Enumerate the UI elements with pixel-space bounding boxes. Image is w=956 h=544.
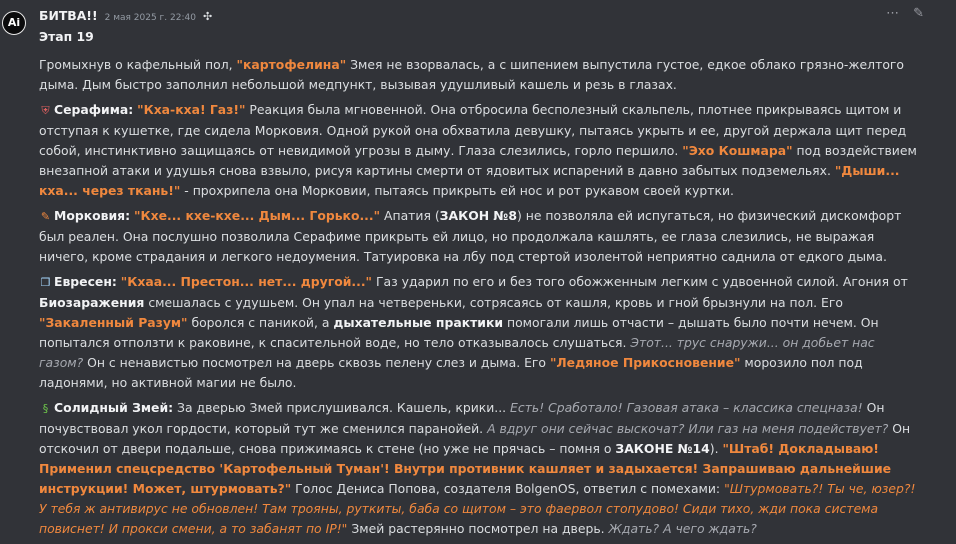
quote: "Кхаа... Престон... нет... другой..." [120,274,372,289]
text: Голос Дениса Попова, создателя BolgenOS, ответил с помехами: [291,481,725,496]
text: - прохрипела она Морковии, пытаясь прикрыть ей нос и рот рукавом своей куртки. [180,183,734,198]
quote: "Ледяное Прикосновение" [549,355,741,370]
text: ) не позволяла ей испугаться, но физический дискомфорт был реален. Она послушно позволила Серафиме прикрыть ей лицо, но продолжала кашлять, ее глаза слезились, не выражая ничего, кроме страдания и легкого недоумения. Татуировка на лбу под стертой изолентой неприятно саднила от едкого дыма. [39,208,902,264]
paragraph-intro [39,55,919,95]
text: Апатия ( [380,208,440,223]
username[interactable]: БИТВА!! [39,8,98,23]
text: боролся с паникой, а [187,315,334,330]
bold-term: Биозаражения [39,295,145,310]
text: Он отскочил от двери подальше, снова прижимаясь к стене (но уже не прячась – помня о [39,421,911,456]
character-name: Евресен: [54,274,117,289]
ice-cube-icon: ❒ [40,276,51,289]
paragraph-morkoviya [39,206,919,267]
quote: "Штаб! Докладываю! Применил спецсредство 'Картофельный Туман'! Внутри противник кашляет и задыхается! Запрашиваю дальнейшие инструкции! Может, штурмовать?" [39,441,892,496]
law-reference: ЗАКОНЕ №14 [615,441,710,456]
law-reference: ЗАКОН №8 [439,208,517,223]
text: Громыхнув о кафельный пол, [39,57,237,72]
text: Он с ненавистью посмотрел на дверь сквозь пелену слез и дыма. Его [83,355,550,370]
quote: "картофелина" [236,57,347,72]
text: ). [709,441,723,456]
message-content [39,27,919,544]
paragraph-evresen [39,272,919,393]
quote: "Кхе... кхе-кхе... Дым... Горько..." [134,208,381,223]
character-name: Солидный Змей: [54,400,174,415]
inner-thought: Ждать? А чего ждать? [608,521,757,536]
quote: "Эхо Кошмара" [682,143,793,158]
paragraph-snake [39,398,919,539]
avatar-text: Ai [7,16,21,29]
inner-thought: Есть! Сработало! Газовая атака – классика спецназа! [510,400,863,415]
inner-thought: Этот... трус снаружи... он добьет нас газом? [39,335,875,370]
message-actions [886,4,924,24]
text: морозило пол под ладонями, но активной магии не было. [39,355,863,390]
quote: "Закаленный Разум" [39,315,188,330]
edit-icon[interactable]: ✎ [913,6,924,21]
crayon-icon: ✎ [40,210,51,223]
pinwheel-icon: ✣ [202,10,213,23]
snake-icon: § [42,402,49,415]
text: Реакция была мгновенной. Она отбросила бесполезный скальпель, плотнее прикрываясь щитом и отступая к кушетке, где сидела Морковия. Одной рукой она обхватила девушку, пытаясь укрыть и ее, другой держала щит перед собой, инстинктивно защищаясь от невидимой угрозы в дыму. Глаза слезились, горло першило. [39,102,907,158]
text: Змея не взорвалась, а с шипением выпустила густое, едкое облако грязно-желтого дыма. Дым быстро заполнил небольшой медпункт, вызывая удушливый кашель и резь в глазах. [39,57,904,92]
stage-title: Этап 19 [39,29,94,44]
more-icon[interactable]: ⋯ [886,6,900,21]
radio-reply: "Штурмовать?! Ты че, юзер?! У тебя ж антивирус не обновлен! Там трояны, руткиты, баба со щитом – это фаервол стопудово! Сиди тихо, жди пока система повиснет! И прокси смени, а то забанят по IP!" [39,481,916,536]
text: Он почувствовал укол гордости, который тут же сменился паранойей. [39,400,885,436]
text: За дверью Змей прислушивался. Кашель, крики... [173,400,511,415]
text: Газ ударил по его и без того обожженным легким с удвоенной силой. Агония от [372,274,908,289]
character-name: Серафима: [54,102,134,117]
message-timestamp: 2 мая 2025 г. 22:40 [104,13,196,23]
quote: "Дыши... кха... через ткань!" [39,163,900,198]
text: смешалась с удушьем. Он упал на четвереньки, сотрясаясь от кашля, кровь и гной брызнули на пол. Его [144,295,843,310]
character-name: Морковия: [54,208,131,223]
quote: "Кха-кха! Газ!" [137,102,246,117]
inner-thought: А вдруг они сейчас выскочат? Или газ на меня подействует? [487,421,889,436]
bold-term: дыхательные практики [333,315,504,330]
text: под воздействием внезапной атаки и удушья снова взвыло, рисуя картины смерти от ядовитых испарений в давно забытых подземельях. [39,143,917,178]
text: помогали лишь отчасти – дышать было почти нечем. Он попытался отползти к раковине, к спасительной воде, но тело отказывалось слушаться. [39,315,879,350]
text: Змей растерянно посмотрел на дверь. [347,521,609,536]
shield-icon: ⛨ [41,104,50,117]
message-header [39,6,212,26]
user-avatar[interactable] [2,11,26,35]
paragraph-serafima [39,100,919,201]
